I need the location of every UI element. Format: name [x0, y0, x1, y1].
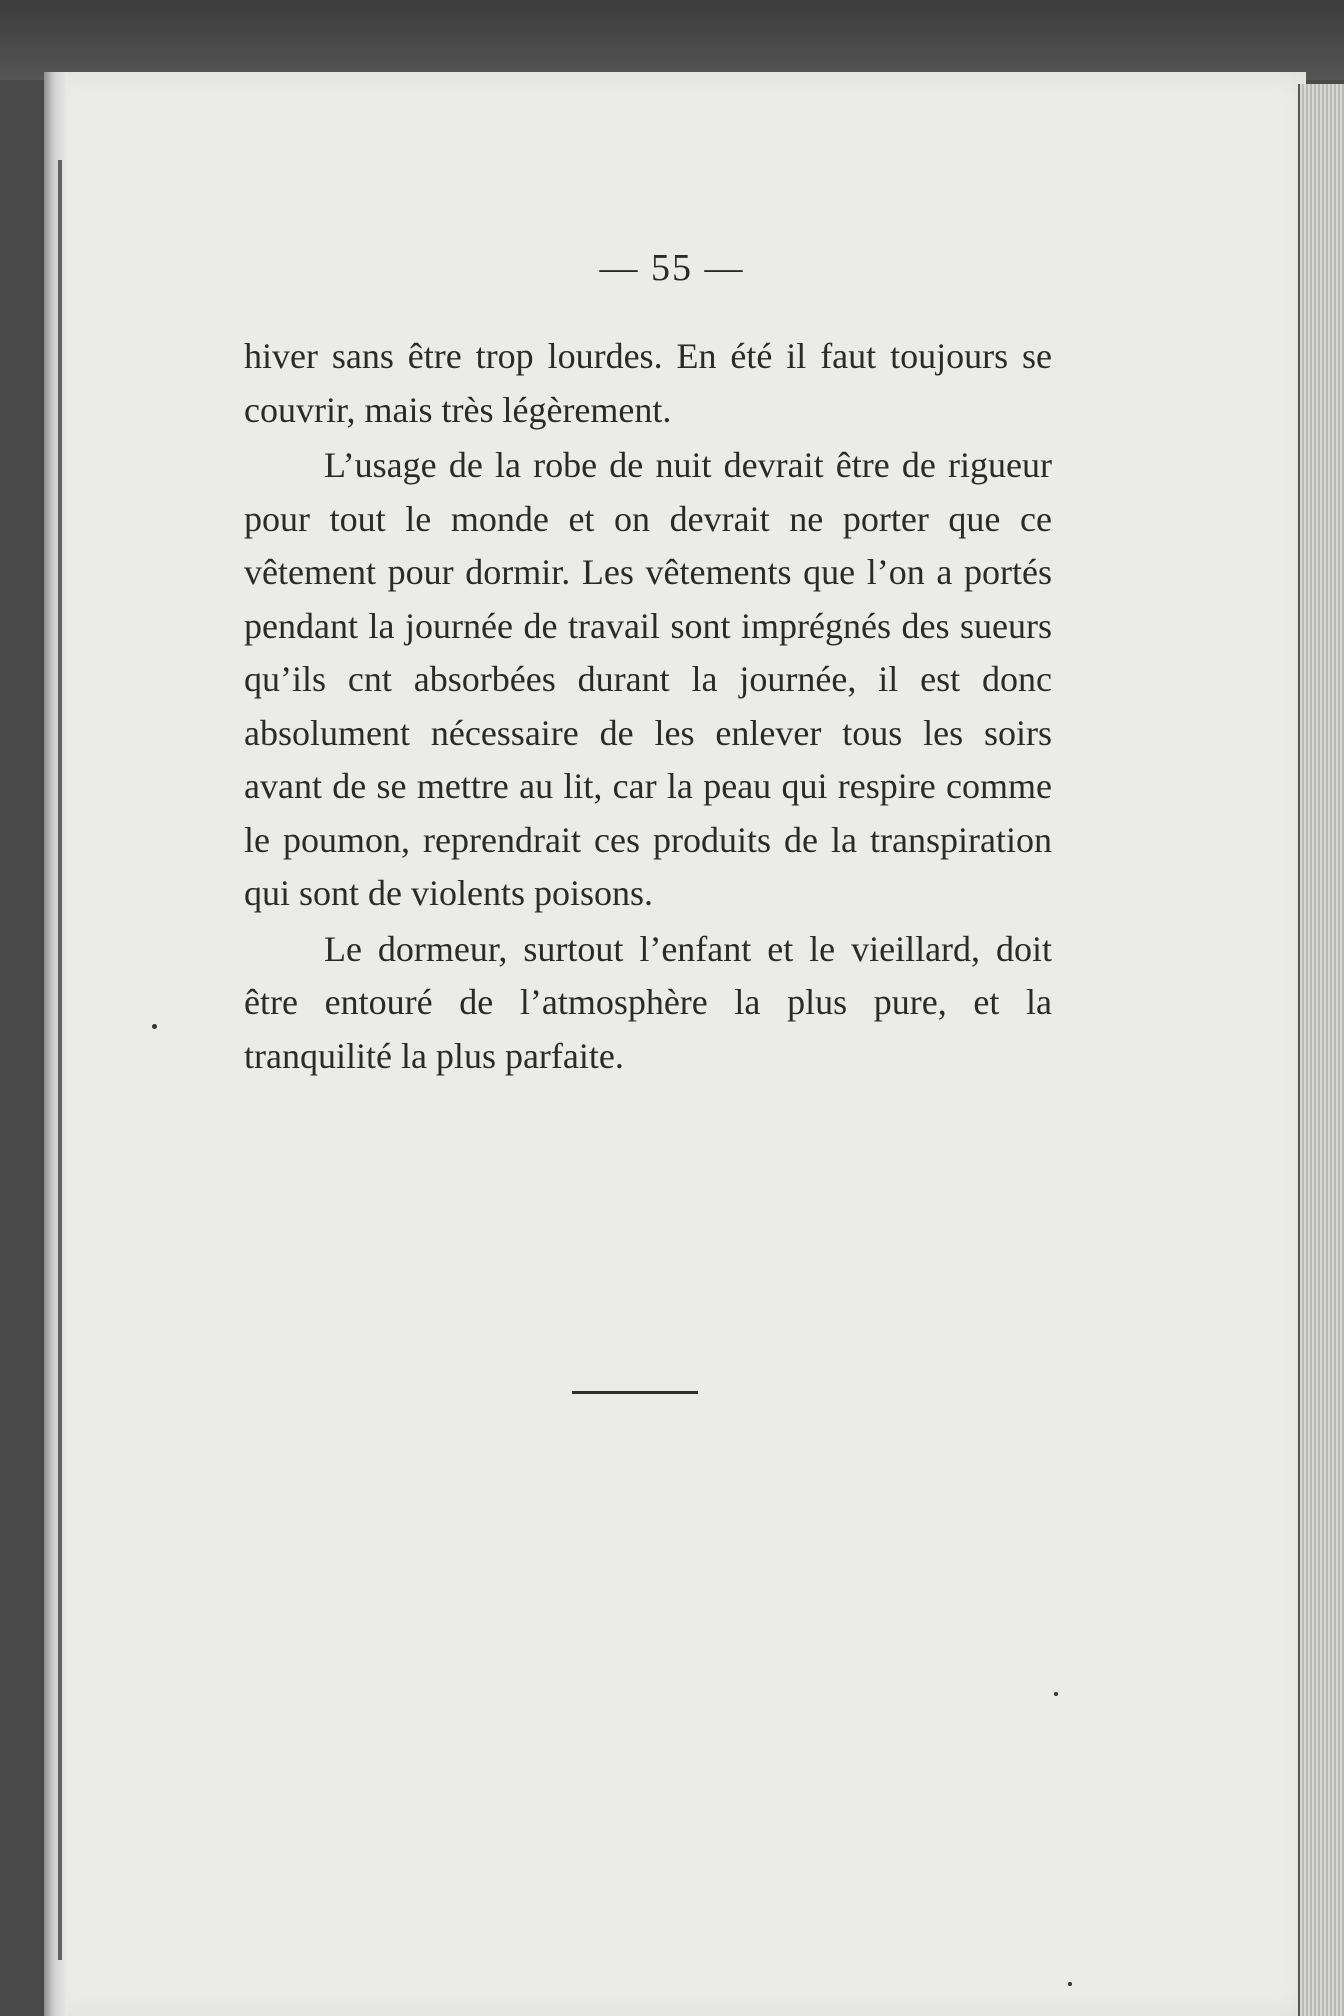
page-number: — 55 — [599, 247, 745, 289]
paragraph-nightgown: L’usage de la robe de nuit devrait être de rigueur pour tout le monde et on devrait ne porter que ce vêtement pour dormir. Les vêtements que l’on a portés pendant la journée de travail sont imprégnés des sueurs qu’ils cnt absorbées durant la journée, il est donc absolument nécessaire de les enlever tous les soirs avant de se mettre au lit, car la peau qui respire comme le poumon, reprendrait ces produits de la transpiration qui sont de violents poisons. [244, 445, 1052, 913]
body-text [244, 330, 1052, 1083]
end-rule [572, 1391, 698, 1394]
paper-speck [1054, 1692, 1058, 1696]
paper-speck [1068, 1982, 1072, 1986]
binding-shadow-line [58, 160, 62, 1960]
paragraph-sleeper: Le dormeur, surtout l’enfant et le vieillard, doit être entouré de l’atmosphère la plus pure, et la tranquilité la plus parfaite. [244, 928, 1052, 1076]
paragraph-continuation: hiver sans être trop lourdes. En été il faut toujours se couvrir, mais très légèrement. [244, 336, 1052, 430]
paper-speck [152, 1024, 157, 1029]
page-stack-edge [1300, 84, 1344, 2016]
scanner-background [0, 0, 1344, 80]
page-binding-edge [44, 72, 68, 2016]
